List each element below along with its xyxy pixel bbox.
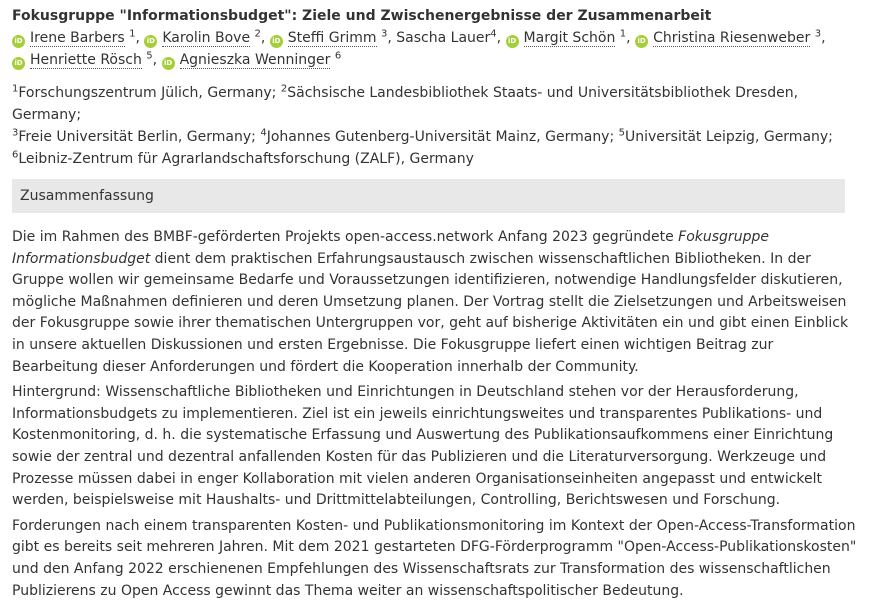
author-affiliation-number: 6 (334, 50, 342, 62)
author-name: Sascha Lauer (396, 30, 491, 46)
orcid-icon[interactable]: iD (12, 57, 25, 70)
paper-title: Fokusgruppe "Informationsbudget": Ziele und Zwischenergebnisse der Zusammenarbeit (12, 8, 712, 24)
author-entry: Sascha Lauer$^4$, (396, 28, 502, 46)
section-heading-abstract: Zusammenfassung (12, 179, 845, 213)
author-affiliation-number: 1 (619, 28, 627, 40)
emphasized-term: Fokusgruppe Informationsbudget (12, 229, 769, 267)
author-affiliation-number: 3 (381, 28, 388, 40)
abstract-paragraph: Forderungen nach einem transparenten Kosten- und Publikationsmonitoring im Kontext der Open-Access-Transformation gibt es bereits seit mehreren Jahren. Mit dem 2021 gestarteten DFG-Förderprogramm "Open-Access-Publikationskosten" und den Anfang 2022 erschienenen Empfehlungen des Wissenschaftsrats zur Transformation des wissenschaftlichen Publizierens zu Open Access gewinnt das Thema weiter an wissenschaftspolitischer Bedeutung. (12, 517, 857, 599)
abstract-paragraph: Die im Rahmen des BMBF-geförderten Projekts open-access.network Anfang 2023 gegründete Fokusgruppe Informationsbudget dient dem praktischen Erfahrungsaustausch zwischen wissenschaftlichen Bibliotheken. In der Gruppe wollen wir gemeinsame Bedarfe und Voraussetzungen identifizieren, notwendige Handlungsfelder diskutieren, mögliche Maßnahmen definieren und deren Umsetzung planen. Der Vortrag stellt die Zielsetzungen und Arbeitsweisen der Fokusgruppe sowie ihrer thematischen Untergruppen vor, geht auf bisherige Aktivitäten ein und gibt einen Einblick in unsere aktuellen Diskussionen und ersten Ergebnisse. Die Fokusgruppe liefert einen wichtigen Beitrag zur Bearbeitung dieser Anforderungen und fördert die Kooperation innerhalb der Community. (12, 229, 849, 375)
author-list (12, 27, 860, 71)
author-affiliation-number: 4 (490, 28, 497, 40)
author-affiliation-number: 1 (129, 28, 136, 40)
abstract-paragraph: Hintergrund: Wissenschaftliche Bibliotheken und Einrichtungen in Deutschland stehen vor der Herausforderung, Informationsbudgets zu implementieren. Ziel ist ein jeweils einrichtungsweites und transparentes Publikations- und Kostenmonitoring, d. h. die systematische Erfassung und Auswertung des Publikationsaufkommens einer Einrichtung sowie der zentral und dezentral anfallenden Kosten für das Publizieren und die Literaturversorgung. Werkzeuge und Prozesse müssen dabei in enger Kollaboration mit vielen anderen Organisationseinheiten angepasst und entwickelt werden, beispielsweise mit Haushalts- und Drittmittelabteilungen, Controlling, Berichtswesen und Forschung. (12, 384, 834, 509)
author-entry: iD Irene Barbers $^1$, (12, 30, 140, 46)
author-entry: iD Steffi Grimm $^3$, (270, 30, 392, 46)
author-name[interactable]: Henriette Rösch (30, 52, 142, 68)
author-entry (162, 52, 342, 68)
affiliation-item: $^3$Freie Universität Berlin, Germany; (12, 127, 256, 145)
author-name[interactable]: Christina Riesenweber (653, 30, 811, 46)
affiliation-item: $^5$Universität Leipzig, Germany; (618, 127, 833, 145)
affiliation-item: $^6$Leibniz-Zentrum für Agrarlandschaftsforschung (ZALF), Germany (12, 149, 474, 167)
author-name[interactable]: Margit Schön (523, 30, 616, 46)
author-name[interactable]: Irene Barbers (30, 30, 125, 46)
author-entry: iD Karolin Bove $^2$, (144, 30, 265, 46)
author-entry: iD Christina Riesenweber $^3$, (635, 30, 825, 46)
author-name[interactable]: Karolin Bove (162, 30, 251, 46)
author-name[interactable]: Agnieszka Wenninger (179, 52, 331, 68)
author-entry: iD Margit Schön $^1$, (506, 30, 631, 46)
affiliation-list (12, 82, 860, 170)
orcid-icon[interactable]: iD (270, 35, 283, 48)
orcid-icon[interactable]: iD (162, 57, 175, 70)
author-affiliation-number: 5 (146, 50, 153, 62)
affiliation-item: $^2$Sächsische Landesbibliothek Staats- und Universitätsbibliothek Dresden, Germany; (12, 83, 799, 123)
affiliation-item: $^4$Johannes Gutenberg-Universität Mainz, Germany; (260, 127, 615, 145)
author-affiliation-number: 2 (254, 28, 261, 40)
affiliation-item: $^1$Forschungszentrum Jülich, Germany; (12, 83, 277, 101)
author-entry: iD Henriette Rösch $^5$, (12, 52, 157, 68)
author-affiliation-number: 3 (814, 28, 822, 40)
orcid-icon[interactable]: iD (635, 35, 648, 48)
orcid-icon[interactable]: iD (506, 35, 519, 48)
orcid-icon[interactable]: iD (12, 35, 25, 48)
orcid-icon[interactable]: iD (144, 35, 157, 48)
author-name[interactable]: Steffi Grimm (287, 30, 377, 46)
